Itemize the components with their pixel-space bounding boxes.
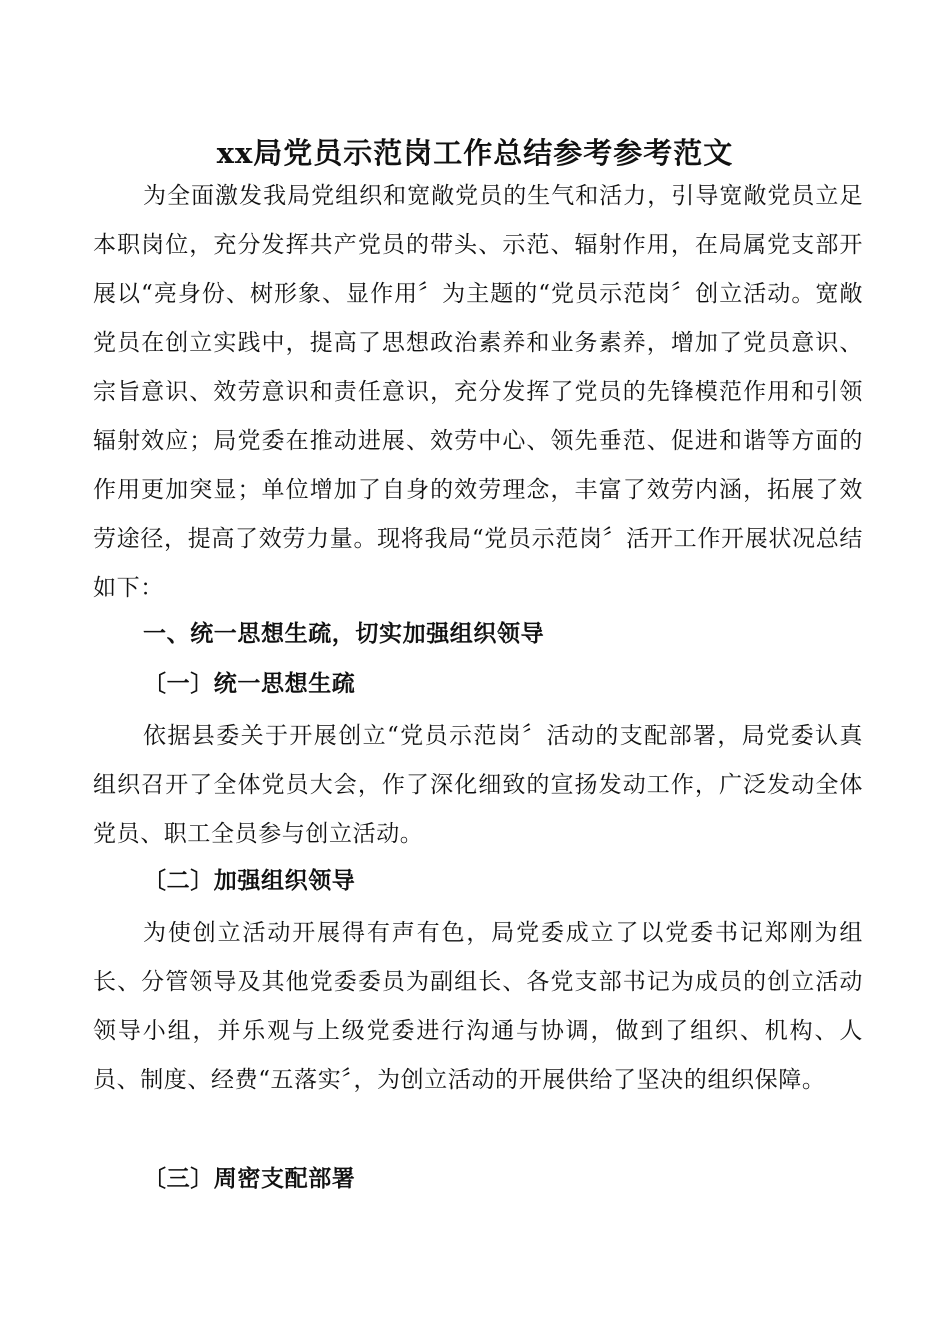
subsection-heading-2: 〔二〕加强组织领导 [143,867,356,894]
subsection-paragraph-2: 为使创立活动开展得有声有色，局党委成立了以党委书记郑刚为组长、分管领导及其他党委委员为副组长、各党支部书记为成员的创立活动领导小组，并乐观与上级党委进行沟通与协调，做到了组织、机构、人员、制度、经费“五落实〞，为创立活动的开展供给了坚决的组织保障。 [93,920,863,1093]
document-title: xx局党员示范岗工作总结参考参考范文 [216,136,734,171]
subsection-heading-1: 〔一〕统一思想生疏 [143,670,356,697]
subsection-heading-3: 〔三〕周密支配部署 [143,1165,356,1192]
subsection-paragraph-1: 依据县委关于开展创立“党员示范岗〞活动的支配部署，局党委认真组织召开了全体党员大会，作了深化细致的宣扬发动工作，广泛发动全体党员、职工全员参与创立活动。 [93,723,863,847]
section-heading-1: 一、统一思想生疏，切实加强组织领导 [143,620,545,647]
intro-paragraph: 为全面激发我局党组织和宽敞党员的生气和活力，引导宽敞党员立足本职岗位，充分发挥共产党员的带头、示范、辐射作用，在局属党支部开展以“亮身份、树形象、显作用〞为主题的“党员示范岗〞创立活动。宽敞党员在创立实践中，提高了思想政治素养和业务素养，增加了党员意识、宗旨意识、效劳意识和责任意识，充分发挥了党员的先锋模范作用和引领辐射效应；局党委在推动进展、效劳中心、领先垂范、促进和谐等方面的作用更加突显；单位增加了自身的效劳理念，丰富了效劳内涵，拓展了效劳途径，提高了效劳力量。现将我局“党员示范岗〞活开工作开展状况总结如下： [93,183,863,601]
